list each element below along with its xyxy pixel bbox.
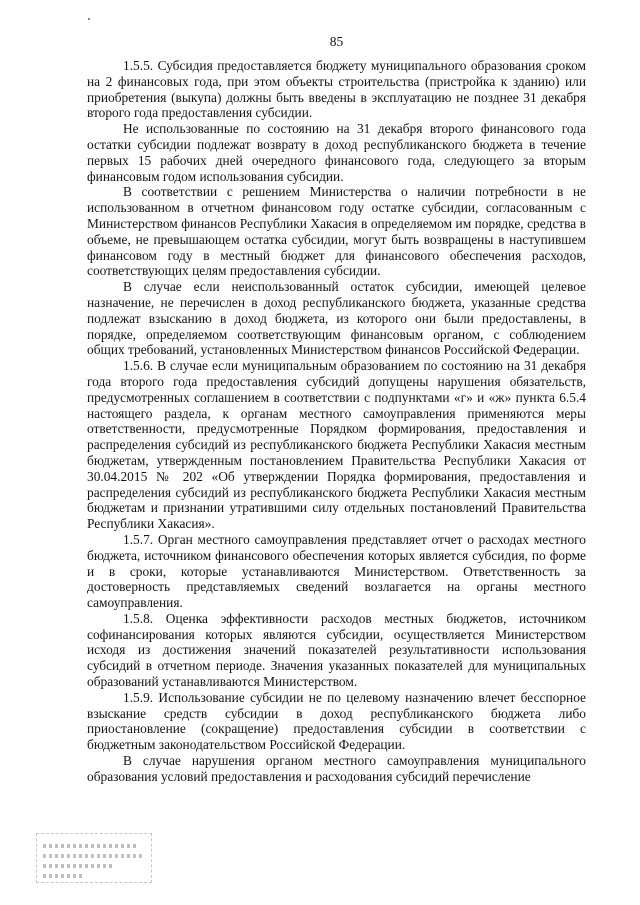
paragraph-1-5-6: 1.5.6. В случае если муниципальным образованием по состоянию на 31 декабря года второго года предоставления субсидий допущены нарушения обязательств, предусмотренных соглашением в соответствии с подпунктами «г» и «ж» пункта 6.5.4 настоящего раздела, к органам местного самоуправления применяются меры ответственности, предусмотренные Порядком формирования, предоставления и распределения субсидий из республиканского бюджета Республики Хакасия местным бюджетам, утвержденным постановлением Правительства Республики Хакасия от 30.04.2015 № 202 «Об утверждении Порядка формирования, предоставления и распределения субсидий из республиканского бюджета Республики Хакасия местным бюджетам и признании утратившими силу отдельных постановлений Правительства Республики Хакасия». bbox=[87, 358, 586, 532]
paragraph-1-5-5: 1.5.5. Субсидия предоставляется бюджету муниципального образования сроком на 2 финансовых года, при этом объекты строительства (пристройка к зданию) или приобретения (выкупа) должны быть введены в эксплуатацию не позднее 31 декабря второго года предоставления субсидии. bbox=[87, 58, 586, 121]
paragraph-recovery-of-remainder: В случае если неиспользованный остаток субсидии, имеющей целевое назначение, не перечислен в доход республиканского бюджета, указанные средства подлежат взысканию в доход бюджета, из которого они были предоставлены, в порядке, определяемом соответствующим финансовым органом, с соблюдением общих требований, установленных Министерством финансов Российской Федерации. bbox=[87, 279, 586, 358]
document-body bbox=[87, 58, 586, 785]
scan-mark bbox=[88, 18, 90, 20]
faded-stamp bbox=[36, 833, 152, 883]
paragraph-unused-remainder-return: Не использованные по состоянию на 31 декабря второго финансового года остатки субсидии подлежат возврату в доход республиканского бюджета в течение первых 15 рабочих дней очередного финансового года, следующего за вторым финансовым годом использования субсидии. bbox=[87, 121, 586, 184]
paragraph-violation-conditions: В случае нарушения органом местного самоуправления муниципального образования условий предоставления и расходования субсидий перечисление bbox=[87, 753, 586, 784]
paragraph-ministry-decision: В соответствии с решением Министерства о наличии потребности в не использованном в отчетном финансовом году остатке субсидии, согласованным с Министерством финансов Республики Хакасия в определяемом им порядке, средства в объеме, не превышающем остатка субсидии, могут быть возвращены в наступившем финансовом году в местный бюджет для финансового обеспечения расходов, соответствующих целям предоставления субсидии. bbox=[87, 184, 586, 279]
paragraph-1-5-7: 1.5.7. Орган местного самоуправления представляет отчет о расходах местного бюджета, источником финансового обеспечения которых является субсидия, по форме и в сроки, которые устанавливаются Министерством. Ответственность за достоверность представляемых сведений возлагается на органы местного самоуправления. bbox=[87, 531, 586, 611]
paragraph-1-5-8: 1.5.8. Оценка эффективности расходов местных бюджетов, источником софинансирования которых являются субсидии, осуществляется Министерством исходя из достижения значений показателей результативности использования субсидий в отчетном периоде. Значения указанных показателей для муниципальных образований устанавливаются Министерством. bbox=[87, 610, 586, 690]
paragraph-1-5-9: 1.5.9. Использование субсидии не по целевому назначению влечет бесспорное взыскание средств субсидии в доход республиканского бюджета либо приостановление (сокращение) предоставления субсидии в соответствии с бюджетным законодательством Российской Федерации. bbox=[87, 689, 586, 753]
page-number: 85 bbox=[329, 34, 344, 49]
